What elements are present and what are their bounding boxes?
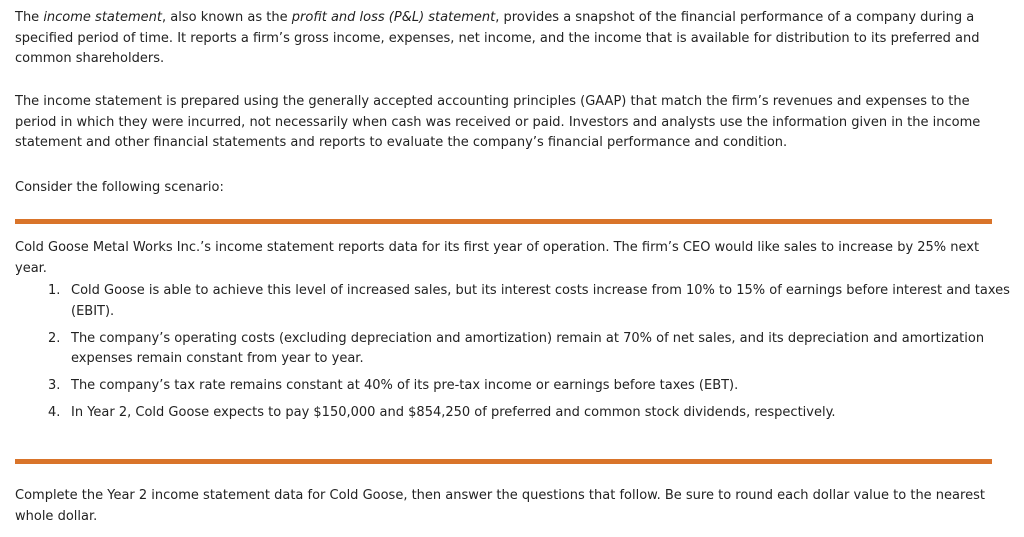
section-divider-bottom xyxy=(15,459,992,464)
section-divider-top xyxy=(15,219,992,224)
list-item xyxy=(48,281,1021,322)
list-item-text: In Year 2, Cold Goose expects to pay $150,000 and $854,250 of preferred and common stock dividends, respectively. xyxy=(71,405,836,420)
intro-text: , also known as the xyxy=(162,10,292,25)
list-item-text: The company’s operating costs (excluding depreciation and amortization) remain at 70% of net sales, and its depreciation and amortization expenses remain constant from year to year. xyxy=(71,330,985,366)
intro-text: The xyxy=(15,10,44,25)
list-item xyxy=(48,329,1021,370)
intro-paragraph-1 xyxy=(15,8,1000,70)
list-item-number: 1. xyxy=(48,283,61,298)
term-profit-and-loss: profit and loss (P&L) statement xyxy=(291,10,496,25)
term-income-statement: income statement xyxy=(43,10,162,25)
list-item-text: The company’s tax rate remains constant at 40% of its pre-tax income or earnings before taxes (EBT). xyxy=(71,378,739,393)
list-item-number: 2. xyxy=(48,330,61,346)
list-item xyxy=(48,403,1021,424)
instructions-text: Complete the Year 2 income statement data for Cold Goose, then answer the questions that follow. Be sure to round each dollar value to the nearest whole dollar. xyxy=(15,488,985,524)
list-item-text: Cold Goose is able to achieve this level of increased sales, but its interest costs increase from 10% to 15% of earnings before interest and taxes (EBIT). xyxy=(71,283,1010,319)
intro-paragraph-3: Consider the following scenario: xyxy=(15,180,224,195)
list-item xyxy=(48,376,1021,397)
list-item-number: 4. xyxy=(48,405,61,420)
intro-paragraph-2: The income statement is prepared using the generally accepted accounting principles (GAAP) that match the firm’s revenues and expenses to the period in which they were incurred, not necessarily when cash was received or paid. Investors and analysts use the information given in the income statement and other financial statements and reports to evaluate the company’s financial performance and condition. xyxy=(15,94,981,150)
list-item-number: 3. xyxy=(48,378,61,393)
scenario-text: Cold Goose Metal Works Inc.’s income statement reports data for its first year of operation. The firm’s CEO would like sales to increase by 25% next year. xyxy=(15,240,980,276)
assumptions-list xyxy=(15,281,1021,430)
intro-text: , provides a snapshot of the financial performance of a company during a specified period of time. It reports a firm’s gross income, expenses, net income, and the income that is available for distribution to its preferred and common shareholders. xyxy=(15,10,980,66)
